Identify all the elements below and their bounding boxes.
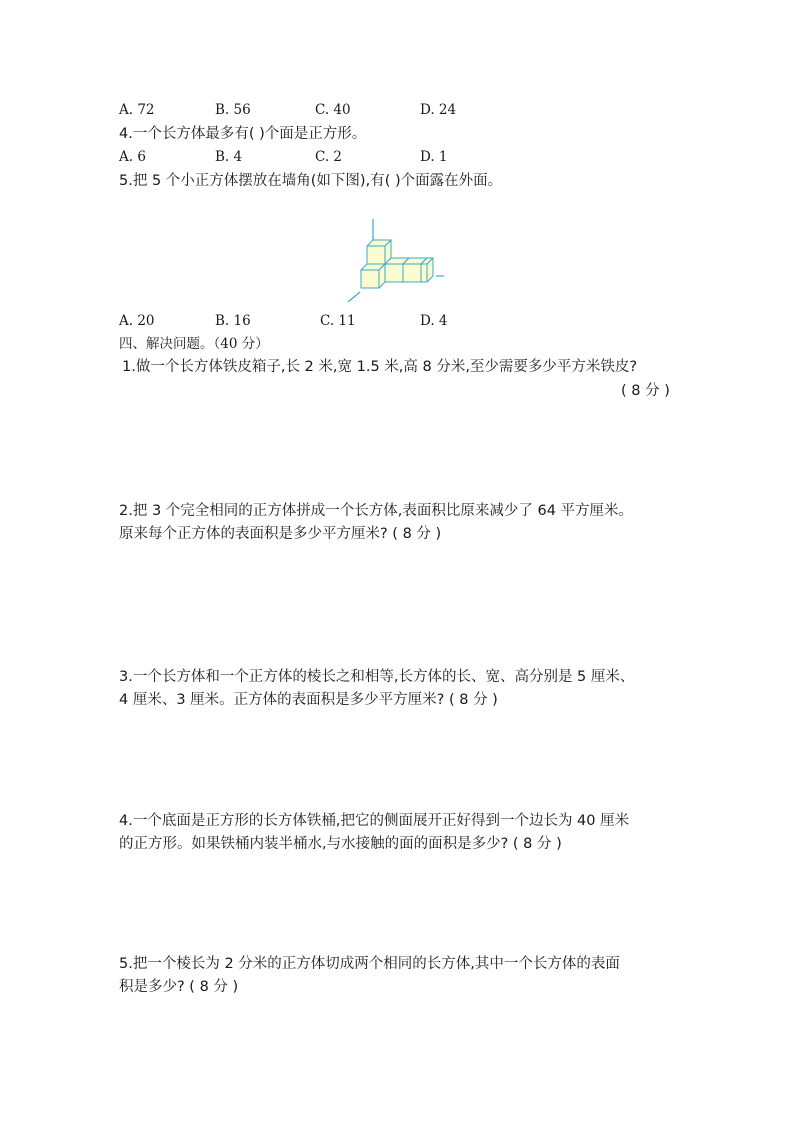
problem2-line1: 2.把 3 个完全相同的正方体拼成一个长方体,表面积比原来减少了 64 平方厘米。: [119, 503, 634, 519]
q4-option-c[interactable]: C. 2: [315, 149, 343, 165]
problem3-line1: 3.一个长方体和一个正方体的棱长之和相等,长方体的长、宽、高分别是 5 厘米、: [119, 669, 635, 685]
q3-option-a[interactable]: A. 72: [119, 102, 155, 118]
cube-right-front: [403, 264, 427, 282]
problem1-line1: 1.做一个长方体铁皮箱子,长 2 米,宽 1.5 米,高 8 分米,至少需要多少平方米铁皮?: [122, 359, 638, 375]
q3-option-d[interactable]: D. 24: [420, 102, 457, 118]
q5-stem: 5.把 5 个小正方体摆放在墙角(如下图),有( )个面露在外面。: [119, 173, 503, 189]
q4-option-b[interactable]: B. 4: [215, 149, 243, 165]
q4-stem: 4.一个长方体最多有( )个面是正方形。: [119, 126, 367, 142]
q5-option-d[interactable]: D. 4: [420, 313, 448, 329]
problem5-line2: 积是多少? ( 8 分 ): [119, 979, 239, 995]
problem2-line2: 原来每个正方体的表面积是多少平方厘米? ( 8 分 ): [119, 526, 442, 542]
q5-option-c[interactable]: C. 11: [320, 313, 356, 329]
cube-middle-front: [385, 264, 403, 282]
q4-option-a[interactable]: A. 6: [119, 149, 146, 165]
q3-option-c[interactable]: C. 40: [315, 102, 351, 118]
problem4-line2: 的正方形。如果铁桶内装半桶水,与水接触的面的面积是多少? ( 8 分 ): [119, 836, 562, 852]
problem1-score: ( 8 分 ): [621, 383, 670, 399]
cube-stack-figure: [340, 216, 450, 306]
q5-option-a[interactable]: A. 20: [119, 313, 155, 329]
problem4-line1: 4.一个底面是正方形的长方体铁桶,把它的侧面展开正好得到一个边长为 40 厘米: [119, 813, 630, 829]
q3-option-b[interactable]: B. 56: [215, 102, 251, 118]
section4-title: 四、解决问题。（40 分）: [119, 336, 269, 352]
cube-top: [367, 240, 391, 264]
q5-option-b[interactable]: B. 16: [215, 313, 251, 329]
q4-option-d[interactable]: D. 1: [420, 149, 448, 165]
cube-bottom-left: [361, 264, 385, 288]
problem3-line2: 4 厘米、3 厘米。正方体的表面积是多少平方厘米? ( 8 分 ): [119, 692, 498, 708]
problem5-line1: 5.把一个棱长为 2 分米的正方体切成两个相同的长方体,其中一个长方体的表面: [119, 956, 620, 972]
